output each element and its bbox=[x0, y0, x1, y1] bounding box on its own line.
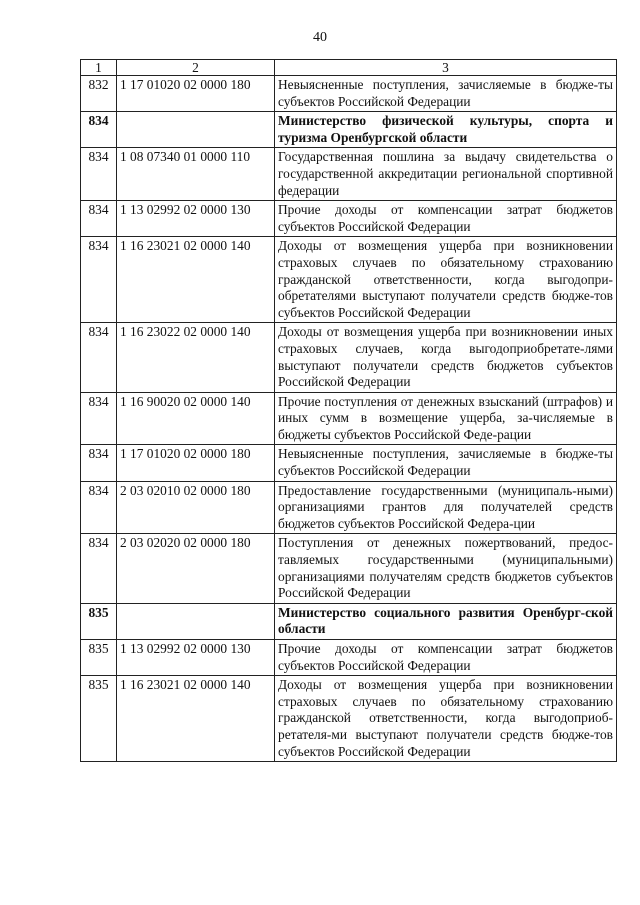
budget-code-cell: 1 13 02992 02 0000 130 bbox=[117, 201, 275, 237]
description-cell: Министерство социального развития Оренбург-ской области bbox=[275, 603, 617, 639]
table-row bbox=[81, 445, 617, 481]
column-header-admin: 1 bbox=[81, 60, 117, 76]
description-cell: Невыясненные поступления, зачисляемые в бюдже-ты субъектов Российской Федерации bbox=[275, 76, 617, 112]
description-cell: Прочие доходы от компенсации затрат бюджетов субъектов Российской Федерации bbox=[275, 640, 617, 676]
budget-code-cell: 2 03 02010 02 0000 180 bbox=[117, 481, 275, 534]
table-row bbox=[81, 392, 617, 445]
admin-code-cell: 832 bbox=[81, 76, 117, 112]
admin-code-cell: 834 bbox=[81, 148, 117, 201]
admin-code-cell: 834 bbox=[81, 323, 117, 392]
ministry-header-row bbox=[81, 603, 617, 639]
budget-classification-table bbox=[80, 59, 617, 762]
table-row bbox=[81, 323, 617, 392]
ministry-header-row bbox=[81, 112, 617, 148]
admin-code-cell: 834 bbox=[81, 392, 117, 445]
description-cell: Доходы от возмещения ущерба при возникновении страховых случаев по обязательному страхованию гражданской ответственности, когда выгодоприоб-ретателя-ми выступают получатели средств бюдже-тов субъектов Российской Федерации bbox=[275, 676, 617, 762]
table-row bbox=[81, 481, 617, 534]
admin-code-cell: 834 bbox=[81, 534, 117, 603]
description-cell: Прочие поступления от денежных взысканий (штрафов) и иных сумм в возмещение ущерба, за-числяемые в бюджеты субъектов Российской Феде-рации bbox=[275, 392, 617, 445]
budget-code-cell: 1 17 01020 02 0000 180 bbox=[117, 76, 275, 112]
budget-code-cell: 1 16 90020 02 0000 140 bbox=[117, 392, 275, 445]
admin-code-cell: 835 bbox=[81, 640, 117, 676]
budget-code-cell: 1 13 02992 02 0000 130 bbox=[117, 640, 275, 676]
description-cell: Доходы от возмещения ущерба при возникновении иных страховых случаев, когда выгодоприобретате-лями выступают получатели средств бюджетов субъектов Российской Федерации bbox=[275, 323, 617, 392]
admin-code-cell: 834 bbox=[81, 445, 117, 481]
admin-code-cell: 834 bbox=[81, 112, 117, 148]
page-number: 40 bbox=[313, 30, 327, 45]
description-cell: Невыясненные поступления, зачисляемые в бюдже-ты субъектов Российской Федерации bbox=[275, 445, 617, 481]
admin-code-cell: 834 bbox=[81, 201, 117, 237]
table-row bbox=[81, 640, 617, 676]
description-cell: Предоставление государственными (муниципаль-ными) организациями грантов для получателей средств бюджетов субъектов Российской Федера-ции bbox=[275, 481, 617, 534]
admin-code-cell: 835 bbox=[81, 603, 117, 639]
description-cell: Доходы от возмещения ущерба при возникновении страховых случаев по обязательному страхованию гражданской ответственности, когда выгодопри-обретателями выступают получатели средств бюдже-тов субъектов Российской Федерации bbox=[275, 237, 617, 323]
description-cell: Министерство физической культуры, спорта и туризма Оренбургской области bbox=[275, 112, 617, 148]
table-row bbox=[81, 534, 617, 603]
table-row bbox=[81, 201, 617, 237]
budget-code-cell: 1 17 01020 02 0000 180 bbox=[117, 445, 275, 481]
header-row bbox=[81, 60, 617, 76]
budget-code-cell: 1 08 07340 01 0000 110 bbox=[117, 148, 275, 201]
budget-code-cell bbox=[117, 603, 275, 639]
description-cell: Поступления от денежных пожертвований, предос-тавляемых государственными (муниципальными) организациями получателям средств бюджетов субъектов Российской Федерации bbox=[275, 534, 617, 603]
budget-code-cell bbox=[117, 112, 275, 148]
budget-code-cell: 2 03 02020 02 0000 180 bbox=[117, 534, 275, 603]
table-row bbox=[81, 76, 617, 112]
admin-code-cell: 835 bbox=[81, 676, 117, 762]
column-header-code: 2 bbox=[117, 60, 275, 76]
description-cell: Государственная пошлина за выдачу свидетельства о государственной аккредитации региональной спортивной федерации bbox=[275, 148, 617, 201]
description-cell: Прочие доходы от компенсации затрат бюджетов субъектов Российской Федерации bbox=[275, 201, 617, 237]
budget-code-cell: 1 16 23021 02 0000 140 bbox=[117, 237, 275, 323]
table-body bbox=[81, 76, 617, 762]
admin-code-cell: 834 bbox=[81, 237, 117, 323]
table-row bbox=[81, 676, 617, 762]
column-header-description: 3 bbox=[275, 60, 617, 76]
budget-code-cell: 1 16 23022 02 0000 140 bbox=[117, 323, 275, 392]
table-row bbox=[81, 237, 617, 323]
budget-code-cell: 1 16 23021 02 0000 140 bbox=[117, 676, 275, 762]
admin-code-cell: 834 bbox=[81, 481, 117, 534]
table-row bbox=[81, 148, 617, 201]
